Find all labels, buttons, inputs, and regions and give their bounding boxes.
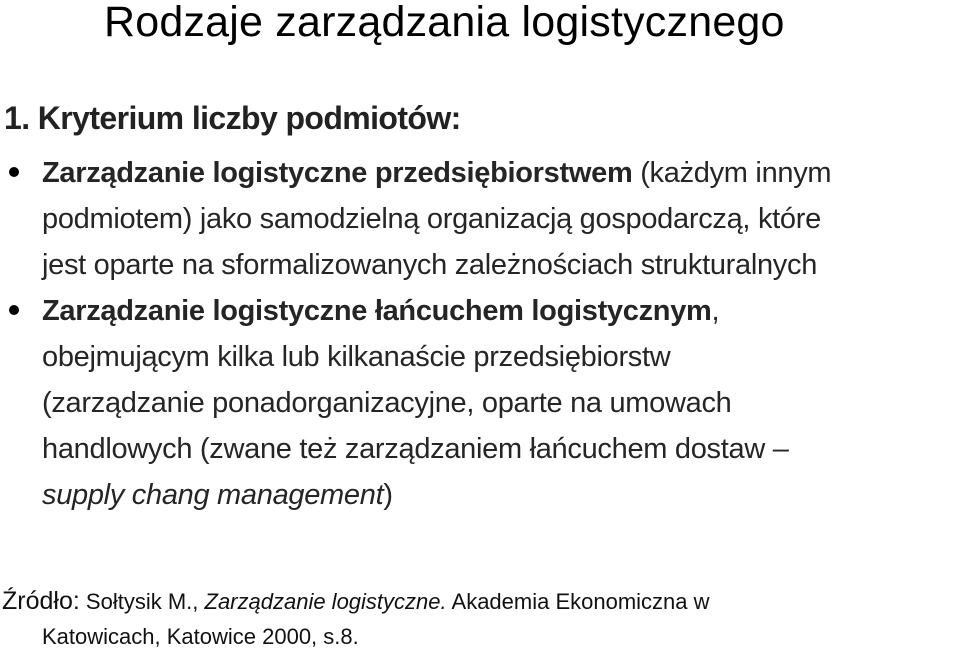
bullet-line xyxy=(42,472,960,518)
bullet-text: ) xyxy=(383,479,393,511)
bullet-list xyxy=(0,150,960,518)
bullet-line xyxy=(42,150,960,196)
bullet-bold-lead: Zarządzanie logistyczne przedsiębiorstwem xyxy=(42,157,633,189)
bullet-line: obejmującym kilka lub kilkanaście przedsiębiorstw xyxy=(42,341,671,373)
bullet-text: (każdym innym xyxy=(632,157,832,189)
bullet-item-enterprise xyxy=(0,150,960,288)
bullet-dot-icon xyxy=(9,167,19,177)
bullet-line: podmiotem) jako samodzielną organizacją gospodarczą, które xyxy=(42,203,821,235)
bullet-line: (zarządzanie ponadorganizacyjne, oparte na umowach xyxy=(42,387,732,419)
bullet-item-supply-chain xyxy=(0,288,960,518)
bullet-line: handlowych (zwane też zarządzaniem łańcuchem dostaw – xyxy=(42,433,789,465)
bullet-line: jest oparte na sformalizowanych zależnościach strukturalnych xyxy=(42,249,818,281)
source-author: Sołtysik M., xyxy=(79,589,205,614)
source-label: Źródło: xyxy=(2,587,80,615)
criterion-heading: 1. Kryterium liczby podmiotów: xyxy=(4,100,461,136)
source-publisher: Akademia Ekonomiczna w xyxy=(446,589,710,614)
bullet-line xyxy=(42,288,960,334)
bullet-italic-term: supply chang management xyxy=(42,479,384,511)
source-line xyxy=(2,584,710,619)
source-work-title: Zarządzanie logistyczne. xyxy=(204,589,447,614)
slide-title: Rodzaje zarządzania logistycznego xyxy=(104,0,785,46)
source-line: Katowicach, Katowice 2000, s.8. xyxy=(42,624,359,649)
source-citation xyxy=(2,584,710,654)
bullet-text: , xyxy=(711,295,720,327)
bullet-dot-icon xyxy=(9,305,19,315)
bullet-bold-lead: Zarządzanie logistyczne łańcuchem logistycznym xyxy=(42,295,712,327)
